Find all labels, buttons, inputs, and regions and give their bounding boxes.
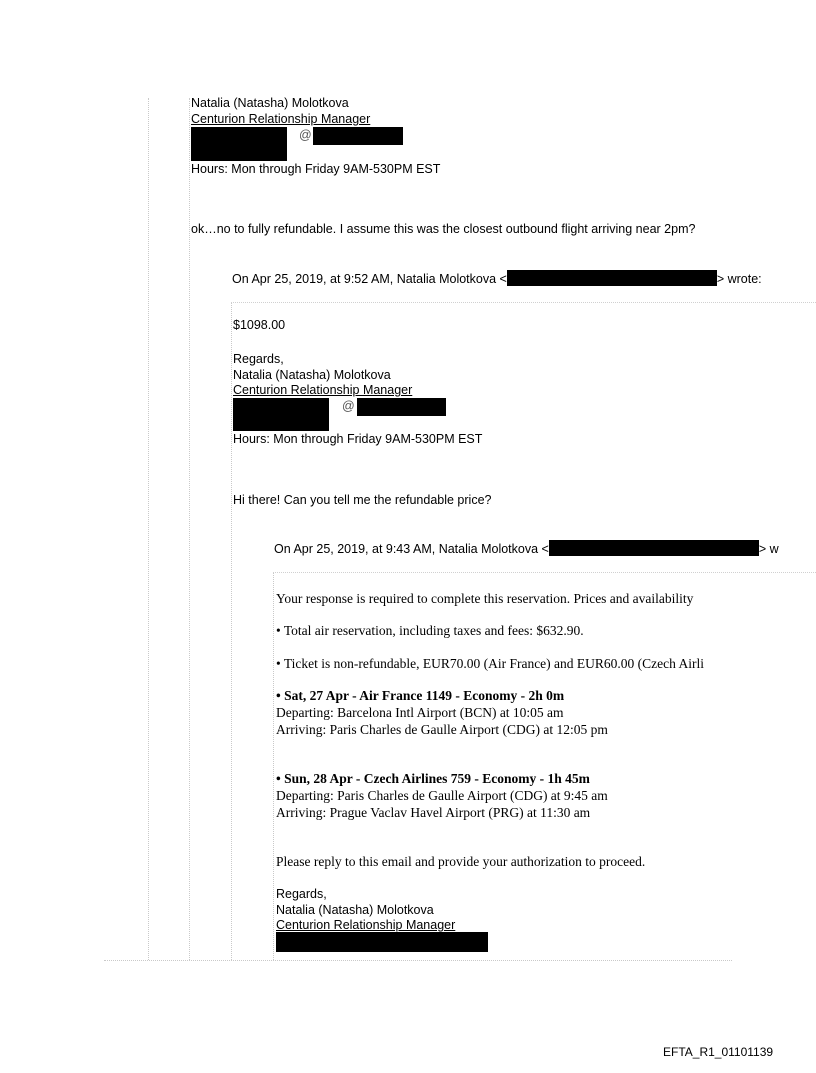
please-reply-text: Please reply to this email and provide your authorization to proceed. [276,854,646,869]
quote-rule-2 [273,572,816,574]
signature-name: Natalia (Natasha) Molotkova [191,96,349,110]
signature-title: Centurion Relationship Manager [191,112,371,126]
quote-header-suffix: > wrote: [716,272,762,286]
redaction-block [549,540,759,556]
redaction-block [507,270,717,286]
quote-header-prefix: On Apr 25, 2019, at 9:52 AM, Natalia Molotkova < [232,272,507,286]
signature-hours: Hours: Mon through Friday 9AM-530PM EST [191,162,441,176]
regards-text: Regards, [233,352,284,366]
flight-2-heading: • Sun, 28 Apr - Czech Airlines 759 - Economy - 1h 45m [276,771,590,786]
quote-header-suffix: > w [758,542,779,556]
quote-rule-1 [231,302,816,304]
quote-bar-4 [273,573,275,960]
flight-1-heading: • Sat, 27 Apr - Air France 1149 - Economy - 2h 0m [276,688,565,703]
signature-name: Natalia (Natasha) Molotkova [233,368,391,382]
signature-hours: Hours: Mon through Friday 9AM-530PM EST [233,432,483,446]
regards-text: Regards, [276,887,327,901]
redaction-block [276,932,488,952]
question-text: Hi there! Can you tell me the refundable price? [233,493,492,507]
bottom-rule [104,960,732,962]
flight-2-arriving: Arriving: Prague Vaclav Havel Airport (PRG) at 11:30 am [276,805,591,820]
quote-bar-1 [148,98,150,960]
response-required-text: Your response is required to complete this reservation. Prices and availability [276,591,694,606]
signature-title: Centurion Relationship Manager [233,383,413,397]
redaction-block [357,398,446,416]
flight-2-departing: Departing: Paris Charles de Gaulle Airport (CDG) at 9:45 am [276,788,608,803]
price-text: $1098.00 [233,318,286,332]
email-at-sign: @ [299,128,312,142]
ticket-bullet: • Ticket is non-refundable, EUR70.00 (Air France) and EUR60.00 (Czech Airli [276,656,705,671]
redaction-block [313,127,403,145]
quote-header [232,270,762,286]
quote-header [274,540,779,556]
redaction-block [191,127,287,161]
total-air-bullet: • Total air reservation, including taxes and fees: $632.90. [276,623,584,638]
reply-text: ok…no to fully refundable. I assume this was the closest outbound flight arriving near 2pm? [191,222,696,236]
flight-1-arriving: Arriving: Paris Charles de Gaulle Airport (CDG) at 12:05 pm [276,722,608,737]
document-id: EFTA_R1_01101139 [663,1045,774,1059]
signature-name: Natalia (Natasha) Molotkova [276,903,434,917]
redaction-block [233,398,329,431]
flight-1-departing: Departing: Barcelona Intl Airport (BCN) at 10:05 am [276,705,564,720]
email-at-sign: @ [342,399,355,413]
signature-title: Centurion Relationship Manager [276,918,456,932]
quote-header-prefix: On Apr 25, 2019, at 9:43 AM, Natalia Molotkova < [274,542,549,556]
